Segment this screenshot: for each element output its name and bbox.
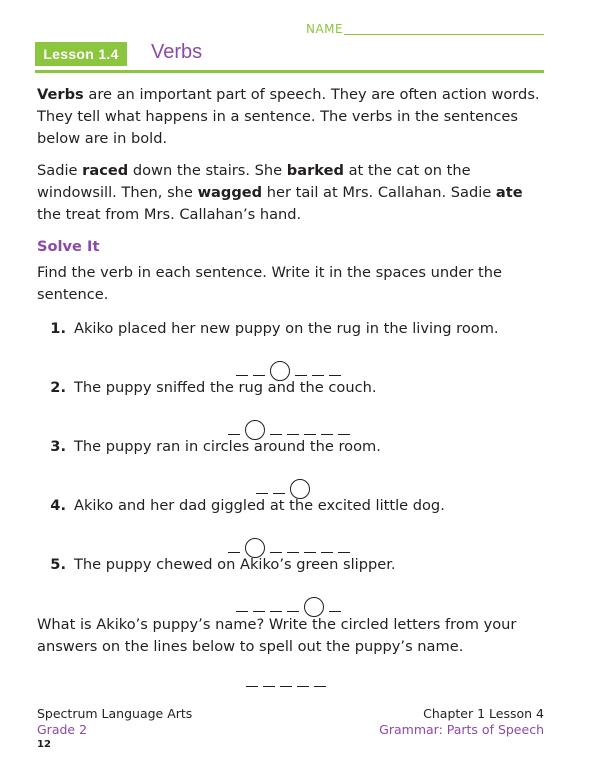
example-paragraph bbox=[37, 160, 549, 226]
letter-blank[interactable] bbox=[338, 420, 350, 435]
letter-blank[interactable] bbox=[287, 597, 299, 612]
letter-blank[interactable] bbox=[280, 672, 292, 687]
text-run: Sadie bbox=[37, 162, 83, 179]
question-number: 4. bbox=[50, 497, 66, 514]
bold-verb: ate bbox=[495, 184, 523, 201]
question-text: Akiko and her dad giggled at the excited little dog. bbox=[74, 497, 445, 514]
intro-paragraph bbox=[37, 84, 549, 150]
answer-blanks[interactable] bbox=[236, 356, 341, 376]
answer-blanks[interactable] bbox=[228, 533, 350, 553]
letter-blank[interactable] bbox=[304, 420, 316, 435]
letter-blank[interactable] bbox=[270, 597, 282, 612]
puppy-name-blanks[interactable] bbox=[246, 672, 326, 687]
solve-it-heading: Solve It bbox=[37, 238, 100, 255]
letter-blank[interactable] bbox=[263, 672, 275, 687]
letter-blank[interactable] bbox=[321, 538, 333, 553]
bold-verb: wagged bbox=[197, 184, 263, 201]
letter-blank[interactable] bbox=[295, 361, 307, 376]
name-label: NAME bbox=[306, 22, 344, 36]
letter-blank[interactable] bbox=[246, 672, 258, 687]
circled-letter-blank[interactable] bbox=[270, 361, 290, 381]
footer-grade: Grade 2 bbox=[37, 722, 88, 737]
name-line[interactable] bbox=[344, 34, 544, 35]
letter-blank[interactable] bbox=[228, 538, 240, 553]
instructions: Find the verb in each sentence. Write it in the spaces under the sentence. bbox=[37, 264, 502, 303]
letter-blank[interactable] bbox=[329, 597, 341, 612]
letter-blank[interactable] bbox=[236, 597, 248, 612]
letter-blank[interactable] bbox=[253, 361, 265, 376]
text-run: the treat from Mrs. Callahan’s hand. bbox=[37, 206, 302, 223]
final-question: What is Akiko’s puppy’s name? Write the circled letters from your answers on the lines below to spell out the puppy’s name. bbox=[37, 616, 517, 655]
footer-chapter: Chapter 1 Lesson 4 bbox=[423, 706, 544, 721]
letter-blank[interactable] bbox=[312, 361, 324, 376]
bold-verb: Verbs bbox=[37, 86, 84, 103]
letter-blank[interactable] bbox=[228, 420, 240, 435]
circled-letter-blank[interactable] bbox=[290, 479, 310, 499]
question-number: 5. bbox=[50, 556, 66, 573]
question-number: 2. bbox=[50, 379, 66, 396]
letter-blank[interactable] bbox=[256, 479, 268, 494]
letter-blank[interactable] bbox=[287, 420, 299, 435]
question-number: 1. bbox=[50, 320, 66, 337]
circled-letter-blank[interactable] bbox=[245, 420, 265, 440]
question-text: The puppy chewed on Akiko’s green slipper. bbox=[74, 556, 396, 573]
text-run: her tail at Mrs. Callahan. Sadie bbox=[262, 184, 496, 201]
text-run: at the cat on the windowsill. Then, she bbox=[37, 162, 471, 201]
footer-publisher: Spectrum Language Arts bbox=[37, 706, 193, 721]
letter-blank[interactable] bbox=[314, 672, 326, 687]
letter-blank[interactable] bbox=[253, 597, 265, 612]
letter-blank[interactable] bbox=[287, 538, 299, 553]
letter-blank[interactable] bbox=[270, 420, 282, 435]
question-text: Akiko placed her new puppy on the rug in the living room. bbox=[74, 320, 499, 337]
answer-blanks[interactable] bbox=[236, 592, 341, 612]
letter-blank[interactable] bbox=[329, 361, 341, 376]
lesson-title: Verbs bbox=[151, 41, 203, 63]
letter-blank[interactable] bbox=[270, 538, 282, 553]
letter-blank[interactable] bbox=[273, 479, 285, 494]
question-text: The puppy ran in circles around the room. bbox=[74, 438, 381, 455]
letter-blank[interactable] bbox=[236, 361, 248, 376]
letter-blank[interactable] bbox=[297, 672, 309, 687]
letter-blank[interactable] bbox=[304, 538, 316, 553]
answer-blanks[interactable] bbox=[256, 474, 310, 494]
header-rule bbox=[35, 70, 544, 73]
answer-blanks[interactable] bbox=[228, 415, 350, 435]
text-run: down the stairs. She bbox=[128, 162, 287, 179]
question-text: The puppy sniffed the rug and the couch. bbox=[74, 379, 377, 396]
letter-blank[interactable] bbox=[338, 538, 350, 553]
bold-verb: barked bbox=[286, 162, 344, 179]
text-run: are an important part of speech. They are often action words. They tell what happens in a sentence. The verbs in the sentences below are in bold. bbox=[37, 86, 540, 147]
lesson-badge: Lesson 1.4 bbox=[35, 42, 127, 66]
letter-blank[interactable] bbox=[321, 420, 333, 435]
bold-verb: raced bbox=[82, 162, 129, 179]
page-number: 12 bbox=[37, 739, 51, 750]
circled-letter-blank[interactable] bbox=[245, 538, 265, 558]
footer-topic: Grammar: Parts of Speech bbox=[379, 722, 544, 737]
question-number: 3. bbox=[50, 438, 66, 455]
